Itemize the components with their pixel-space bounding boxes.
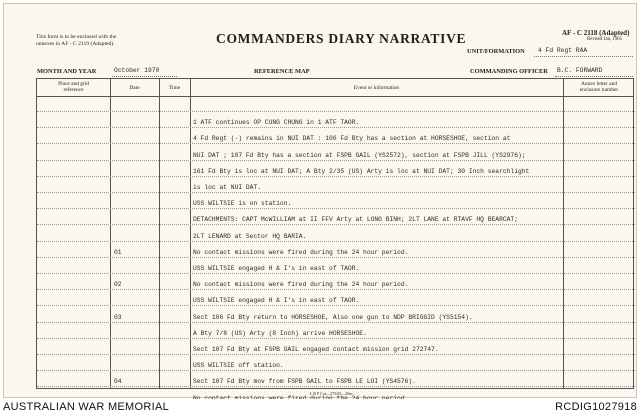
column-header-annex xyxy=(563,81,635,93)
entry-text: 161 Fd Bty is loc at NUI DAT; A Bty 2/35 (US) Arty is loc at NUI DAT; 30 Inch searchlight xyxy=(193,167,530,175)
entry-text: USS WILTSIE engaged H & I's in east of TAOR. xyxy=(193,265,360,272)
column-header-event: Event or information xyxy=(353,85,400,91)
table-row xyxy=(37,150,635,161)
table-row xyxy=(37,360,635,371)
table-row xyxy=(37,344,635,355)
unit-rule xyxy=(534,56,633,57)
record-id: RCDIG1027918 xyxy=(555,401,637,413)
table-row xyxy=(37,101,635,112)
month-year-label: MONTH AND YEAR xyxy=(37,68,97,75)
enclosure-note-line1: This form is to be enclosed with the xyxy=(36,34,117,40)
diary-table xyxy=(36,78,634,389)
entry-text: 4 Fd Regt (-) remains in NUI DAT : 106 Fd Bty has a section at HORSESHOE, section at xyxy=(193,135,511,143)
enclosure-note xyxy=(36,34,116,48)
entry-date: 01 xyxy=(114,248,122,256)
table-row xyxy=(37,295,635,306)
commanding-officer-rule xyxy=(555,76,633,77)
table-row xyxy=(37,328,635,339)
entry-text: Sect 106 Fd Bty return to HORSESHOE, Also one gun to NDP BRIGGID (YS5154). xyxy=(193,313,473,321)
table-row xyxy=(37,214,635,225)
table-row xyxy=(37,376,635,387)
table-row xyxy=(37,231,635,242)
month-year-rule xyxy=(112,76,177,77)
entry-text: is loc at NUI DAT. xyxy=(193,184,262,191)
month-year-value: October 1970 xyxy=(114,67,160,74)
table-row xyxy=(37,166,635,177)
entry-text: 2LT LENARD at Sector HQ BARIA. xyxy=(193,232,307,240)
table-row xyxy=(37,182,635,193)
unit-value: 4 Fd Regt RAA xyxy=(538,47,588,54)
diary-entries xyxy=(37,97,635,389)
table-row xyxy=(37,247,635,258)
column-header-date: Date xyxy=(129,85,140,91)
table-row xyxy=(37,133,635,144)
page-title: COMMANDERS DIARY NARRATIVE xyxy=(216,31,467,46)
entry-text: USS WILTSIE engaged H & I's in east of TAOR. xyxy=(193,297,360,305)
reference-map-label: REFERENCE MAP xyxy=(254,68,310,75)
commanding-officer-label: COMMANDING OFFICER xyxy=(470,68,548,75)
diary-page xyxy=(3,3,637,398)
entry-text: Sect 107 Fd Bty at FSPB GAIL engaged contact mission grid 272747. xyxy=(193,346,439,353)
entry-text: A Bty 7/8 (US) Arty (8 Inch) arrive HORSESHOE. xyxy=(193,329,367,337)
entry-text: USS WILTSIE is on station. xyxy=(193,200,292,208)
column-header-time: Time xyxy=(168,85,181,91)
form-code: AF - C 2118 (Adapted) xyxy=(562,29,630,37)
commanding-officer-value: B.C. FORWARD xyxy=(557,67,603,74)
entry-text: USS WILTSIE off station. xyxy=(193,362,284,370)
table-row xyxy=(37,263,635,274)
unit-label: UNIT/FORMATION xyxy=(467,48,525,55)
table-row xyxy=(37,312,635,323)
column-header-place-line1: Place and grid xyxy=(58,81,89,87)
revised-date: Revised Jan, 1965 xyxy=(587,37,623,42)
column-header-annex-line1: Annex letter and xyxy=(581,81,617,87)
archive-credit: AUSTRALIAN WAR MEMORIAL xyxy=(3,401,170,413)
caption-bar xyxy=(0,399,640,416)
entry-text: Sect 107 Fd Bty mov from FSPB GAIL to FSPB LE LOI (YS4576). xyxy=(193,378,416,386)
enclosure-note-line2: unnexes in AF - C 2119 (Adapted). xyxy=(36,41,115,47)
table-row xyxy=(37,117,635,128)
entry-date: 04 xyxy=(114,378,122,386)
entry-text: No contact missions were fired during the 24 hour period. xyxy=(193,281,409,289)
printer-imprint: L R P Cos—275/65—20m xyxy=(310,391,353,396)
column-header-place xyxy=(37,81,110,93)
entry-date: 03 xyxy=(114,313,122,321)
column-header-annex-line2: enclosure number xyxy=(579,87,619,93)
entry-date: 02 xyxy=(114,281,122,289)
table-row xyxy=(37,279,635,290)
table-row xyxy=(37,198,635,209)
column-header-place-line2: reference xyxy=(63,87,84,93)
entry-text: 1 ATF continues OP CUNG CHUNG in 1 ATF TAOR. xyxy=(193,119,360,127)
entry-text: No contact missions were fired during the 24 hour period. xyxy=(193,248,409,256)
entry-text: NUI DAT ; 107 Fd Bty has a section at FSPB GAIL (YS2572), section at FSPB JILL (YS2976); xyxy=(193,151,526,159)
entry-text: DETACHMENTS: CAPT McWILLIAM at II FFV Arty at LONG BINH; 2LT LANE at RTAVF HQ BEARCAT; xyxy=(193,216,518,224)
